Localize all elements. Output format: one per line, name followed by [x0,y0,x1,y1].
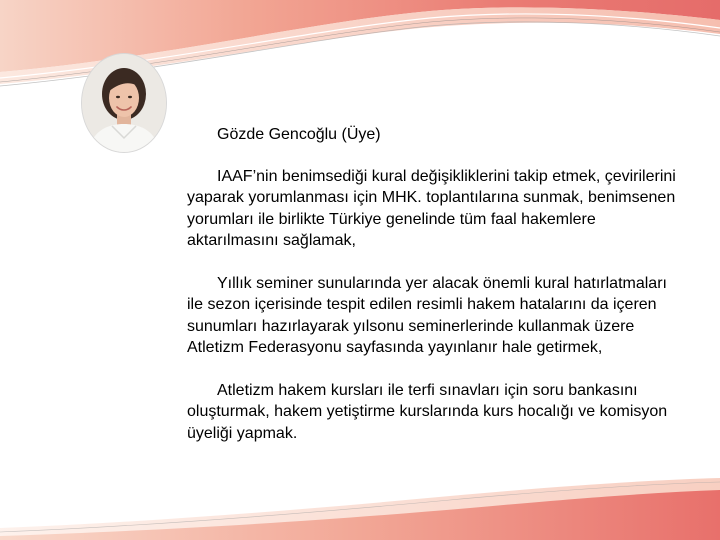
duty-paragraph-2: Yıllık seminer sunularında yer alacak önemli kural hatırlatmaları ile sezon içerisinde tespit edilen resimli hakem hatalarını da içeren sunumları hazırlayarak yılsonu seminerlerinde kullanmak üzere Atletizm Federasyonu sayfasında yayınlanır hale getirmek, [187,274,667,356]
bottom-wave-decoration [0,470,720,540]
duty-paragraph-1: IAAF’nin benimsediği kural değişikliklerini takip etmek, çevirilerini yaparak yorumlanması için MHK. toplantılarına sunmak, benimsenen yorumları ile birlikte Türkiye genelinde tüm faal hakemlere aktarılmasını sağlamak, [187,167,676,249]
avatar [82,54,166,152]
member-name: Gözde Gencoğlu (Üye) [217,126,381,143]
content-text [187,124,687,444]
person-portrait-icon [82,54,166,152]
duty-paragraph-3: Atletizm hakem kursları ile terfi sınavları için soru bankasını oluşturmak, hakem yetiştirme kurslarında kurs hocalığı ve komisyon üyeliği yapmak. [187,381,668,442]
